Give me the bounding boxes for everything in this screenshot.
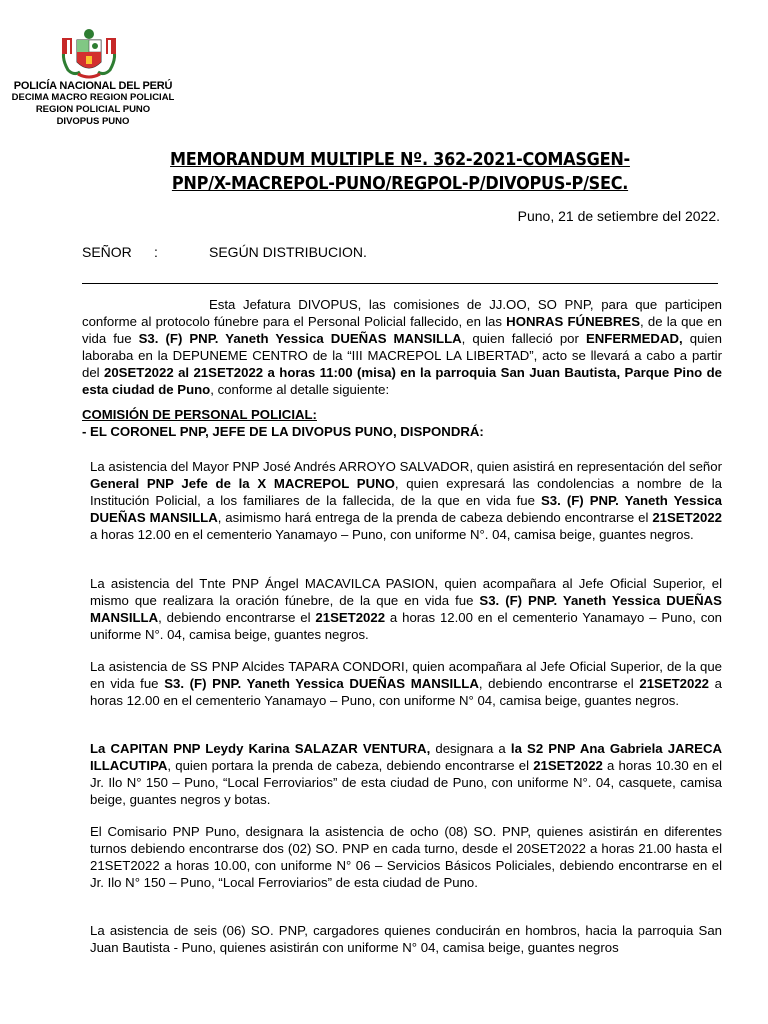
title-line-1: MEMORANDUM MULTIPLE Nº. 362-2021-COMASGEN- [170,150,630,170]
paragraph-salazar: La CAPITAN PNP Leydy Karina SALAZAR VENTURA, designara a la S2 PNP Ana Gabriela JARECA ILLACUTIPA, quien portara la prenda de cabeza, debiendo encontrarse el 21SET2022 a horas 10.30 en el Jr. Ilo N° 150 – Puno, “Local Ferroviarios” de esta ciudad de Puno, con uniforme N°. 04, casquete, camisa beige, guantes negros y botas. [90,741,722,807]
paragraph-cargadores: La asistencia de seis (06) SO. PNP, cargadores quienes conducirán en hombros, hacia la parroquia San Juan Bautista - Puno, quienes asistirán con uniforme N° 04, camisa beige, guantes negros [90,923,722,955]
paragraph-comisario: El Comisario PNP Puno, designara la asistencia de ocho (08) SO. PNP, quienes asistirán en diferentes turnos debiendo encontrarse dos (02) SO. PNP en cada turno, desde el 20SET2022 a horas 21.00 hasta el 21SET2022 a horas 10.00, con uniforme N° 06 – Servicios Básicos Policiales, debiendo encontrarse en el Jr. Ilo N° 150 – Puno, “Local Ferroviarios” de esta ciudad de Puno. [90,824,722,890]
org-subregion-line: REGION POLICIAL PUNO [35,104,151,115]
paragraph-macavilca: La asistencia del Tnte PNP Ángel MACAVILCA PASION, quien acompañara al Jefe Oficial Superior, el mismo que realizara la oración fúnebre, de la que en vida fue S3. (F) PNP. Yaneth Yessica DUEÑAS MANSILLA, debiendo encontrarse el 21SET2022 a horas 12.00 en el cementerio Yanamayo – Puno, con uniforme N°. 04, camisa beige, guantes negros. [90,576,722,642]
separator-line [82,283,718,284]
recipient-colon: : [154,244,158,260]
recipient-label: SEÑOR [82,244,132,260]
commission-heading: COMISIÓN DE PERSONAL POLICIAL: [82,407,317,422]
title-line-2: PNP/X-MACREPOL-PUNO/REGPOL-P/DIVOPUS-P/SEC. [171,174,629,194]
intro-paragraph: Esta Jefatura DIVOPUS, las comisiones de JJ.OO, SO PNP, para que participen conforme al protocolo fúnebre para el Personal Policial fallecido, en las HONRAS FÚNEBRES, de la que en vida fue S3. (F) PNP. Yaneth Yessica DUEÑAS MANSILLA, quien falleció por ENFERMEDAD, quien laboraba en la DEPUNEME CENTRO de la “III MACREPOL LA LIBERTAD”, acto se llevará a cabo a partir del 20SET2022 al 21SET2022 a horas 11:00 (misa) en la parroquia San Juan Bautista, Parque Pino de esta ciudad de Puno, conforme al detalle siguiente: [82,297,723,397]
paragraph-arroyo: La asistencia del Mayor PNP José Andrés ARROYO SALVADOR, quien asistirá en representación del señor General PNP Jefe de la X MACREPOL PUNO, quien expresará las condolencias a nombre de la Institución Policial, a los familiares de la fallecida, de la que en vida fue S3. (F) PNP. Yaneth Yessica DUEÑAS MANSILLA, asimismo hará entrega de la prenda de cabeza debiendo encontrarse el 21SET2022 a horas 12.00 en el cementerio Yanamayo – Puno, con uniforme N°. 04, camisa beige, guantes negros. [90,459,723,542]
org-region-line: DECIMA MACRO REGION POLICIAL [11,92,175,103]
commission-section-header [82,406,484,440]
org-division-line: DIVOPUS PUNO [56,116,130,127]
document-date: Puno, 21 de setiembre del 2022. [517,208,720,224]
recipient-value: SEGÚN DISTRIBUCION. [209,244,367,260]
paragraph-tapara: La asistencia de SS PNP Alcides TAPARA CONDORI, quien acompañara al Jefe Oficial Superior, de la que en vida fue S3. (F) PNP. Yaneth Yessica DUEÑAS MANSILLA, debiendo encontrarse el 21SET2022 a horas 12.00 en el cementerio Yanamayo – Puno, con uniforme N° 04, camisa beige, guantes negros. [90,659,723,708]
memorandum-title [170,148,630,196]
commission-subheading: - EL CORONEL PNP, JEFE DE LA DIVOPUS PUNO, DISPONDRÁ: [82,424,484,439]
organization-header [8,80,178,128]
org-name: POLICÍA NACIONAL DEL PERÚ [13,80,173,92]
peru-coat-of-arms-logo [58,26,120,84]
recipient-line [82,244,367,260]
